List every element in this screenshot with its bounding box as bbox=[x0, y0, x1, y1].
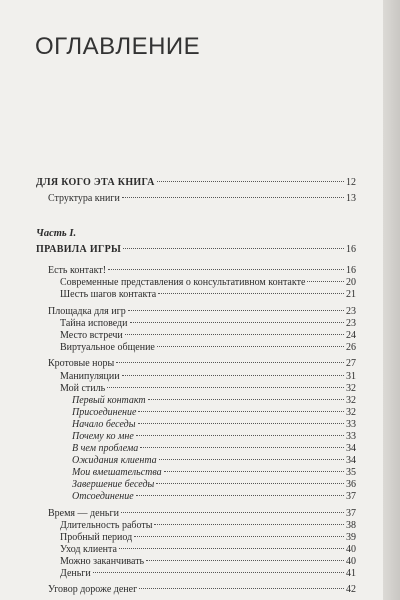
toc-entry bbox=[60, 520, 356, 532]
toc-entry bbox=[60, 544, 356, 556]
toc-entry bbox=[60, 289, 356, 301]
toc-entry-title: Почему ко мне bbox=[72, 431, 134, 442]
toc-entry bbox=[60, 371, 356, 383]
toc-entry-title: Деньги bbox=[60, 568, 91, 579]
toc-entry-title: ПРАВИЛА ИГРЫ bbox=[36, 244, 122, 255]
toc-entry-title: Мой стиль bbox=[60, 383, 106, 394]
toc-entry-title: Первый контакт bbox=[72, 395, 146, 406]
toc-entry-page: 40 bbox=[346, 544, 356, 555]
toc-entry-page: 42 bbox=[346, 584, 356, 595]
toc-entry-title: Шесть шагов контакта bbox=[60, 289, 157, 300]
toc-entry-title: Кротовые норы bbox=[48, 358, 115, 369]
toc-entry-page: 41 bbox=[346, 568, 356, 579]
toc-entry bbox=[48, 358, 356, 370]
toc-entry bbox=[72, 443, 356, 455]
toc-entry bbox=[60, 383, 356, 395]
toc-entry-title: Современные представления о консультативном контакте bbox=[60, 277, 306, 288]
toc-entry-title: Структура книги bbox=[48, 193, 120, 204]
toc-entry-title: Есть контакт! bbox=[48, 265, 107, 276]
toc-entry bbox=[60, 277, 356, 289]
book-spine-edge bbox=[383, 0, 400, 600]
toc-entry-page: 12 bbox=[346, 177, 356, 188]
toc-entry-page: 32 bbox=[346, 395, 356, 406]
toc-entry-page: 34 bbox=[346, 455, 356, 466]
toc-entry-page: 32 bbox=[346, 383, 356, 394]
toc-entry bbox=[48, 584, 356, 596]
toc-entry-page: 39 bbox=[346, 532, 356, 543]
toc-entry-page: 26 bbox=[346, 342, 356, 353]
toc-entry bbox=[60, 330, 356, 342]
toc-entry-page: 23 bbox=[346, 318, 356, 329]
toc-heading: ОГЛАВЛЕНИЕ bbox=[35, 33, 201, 60]
toc-entry bbox=[48, 508, 356, 520]
toc-entry bbox=[72, 467, 356, 479]
toc-entry-page: 37 bbox=[346, 491, 356, 502]
toc-entry bbox=[60, 568, 356, 580]
toc-entry-page: 34 bbox=[346, 443, 356, 454]
toc-entry-page: 32 bbox=[346, 407, 356, 418]
toc-entry-title: Площадка для игр bbox=[48, 306, 126, 317]
toc-entry-title: Тайна исповеди bbox=[60, 318, 128, 329]
toc-entry-page: 23 bbox=[346, 306, 356, 317]
toc-entry-title: Уход клиента bbox=[60, 544, 117, 555]
toc-entry bbox=[60, 342, 356, 354]
toc-entry bbox=[48, 265, 356, 277]
toc-entry bbox=[60, 532, 356, 544]
toc-entry-page: 24 bbox=[346, 330, 356, 341]
toc-entry-page: 16 bbox=[346, 265, 356, 276]
toc-entry-title: Отсоединение bbox=[72, 491, 134, 502]
toc-entry-page: 13 bbox=[346, 193, 356, 204]
toc-entry-page: 37 bbox=[346, 508, 356, 519]
toc-entry-page: 38 bbox=[346, 520, 356, 531]
toc-entry bbox=[72, 407, 356, 419]
toc-entry-title: В чем проблема bbox=[72, 443, 139, 454]
toc-entry-title: Присоединение bbox=[72, 407, 137, 418]
toc-entry-page: 33 bbox=[346, 419, 356, 430]
toc-entry-page: 35 bbox=[346, 467, 356, 478]
toc-entry-page: 21 bbox=[346, 289, 356, 300]
toc-entry bbox=[36, 244, 356, 256]
toc-entry-page: 36 bbox=[346, 479, 356, 490]
toc-entry-page: 27 bbox=[346, 358, 356, 369]
toc-entry-title: Пробный период bbox=[60, 532, 133, 543]
toc-entry-page: 40 bbox=[346, 556, 356, 567]
toc-entry bbox=[72, 455, 356, 467]
toc-entry-page: 20 bbox=[346, 277, 356, 288]
toc-entry-page: 31 bbox=[346, 371, 356, 382]
toc-entry-title: Ожидания клиента bbox=[72, 455, 157, 466]
toc-entry bbox=[72, 431, 356, 443]
toc-entry-title: Длительность работы bbox=[60, 520, 153, 531]
toc-entry bbox=[60, 556, 356, 568]
toc-entry-title: ДЛЯ КОГО ЭТА КНИГА bbox=[36, 177, 155, 188]
toc-entry-page: 33 bbox=[346, 431, 356, 442]
toc-entry bbox=[48, 193, 356, 205]
toc-entry-page: 16 bbox=[346, 244, 356, 255]
toc-entry bbox=[72, 395, 356, 407]
toc-entry-title: Можно заканчивать bbox=[60, 556, 145, 567]
toc-entry-title: Место встречи bbox=[60, 330, 123, 341]
toc-entry bbox=[36, 177, 356, 189]
toc-entry bbox=[48, 306, 356, 318]
toc-entry-title: Завершение беседы bbox=[72, 479, 155, 490]
toc-entry bbox=[60, 318, 356, 330]
toc-entry-title: Мои вмешательства bbox=[72, 467, 162, 478]
toc-entry-title: Виртуальное общение bbox=[60, 342, 155, 353]
toc-entry bbox=[72, 479, 356, 491]
toc-entry-title: Начало беседы bbox=[72, 419, 136, 430]
toc-entry-title: Время — деньги bbox=[48, 508, 119, 519]
toc-entry-title: Уговор дороже денег bbox=[48, 584, 138, 595]
toc-entry-title: Манипуляции bbox=[60, 371, 120, 382]
toc-entry bbox=[72, 419, 356, 431]
toc-entry bbox=[72, 491, 356, 503]
part-label: Часть I. bbox=[36, 228, 77, 239]
